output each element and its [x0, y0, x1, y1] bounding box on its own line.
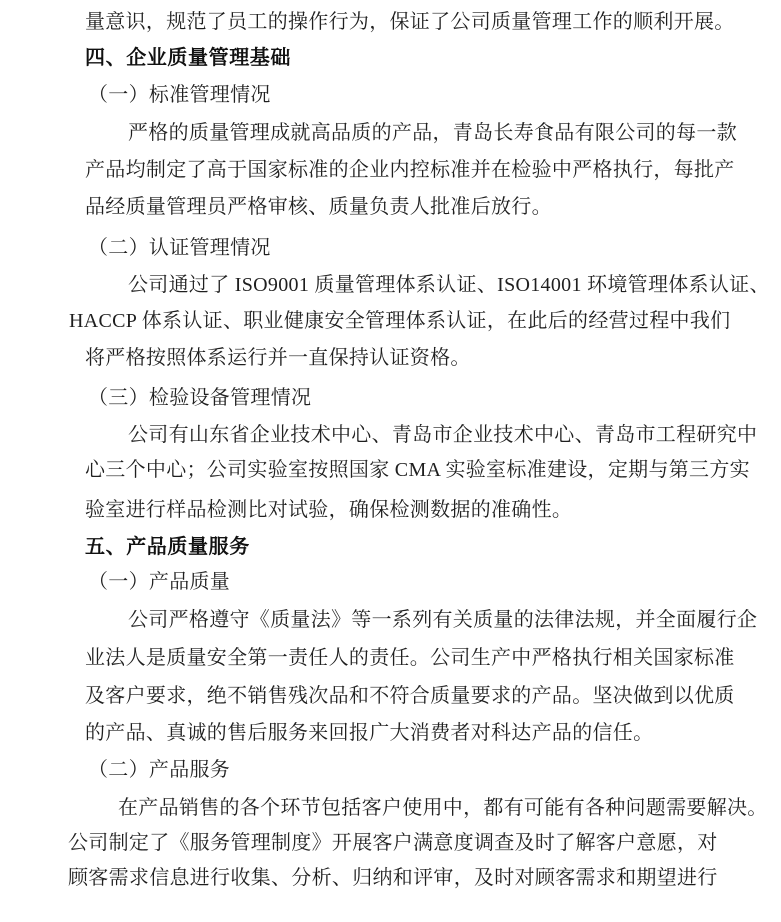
section-heading: 四、企业质量管理基础 — [85, 47, 291, 69]
text-line: 产品均制定了高于国家标准的企业内控标准并在检验中严格执行，每批产 — [85, 159, 735, 181]
text-line: 验室进行样品检测比对试验，确保检测数据的准确性。 — [85, 499, 573, 521]
text-line: 心三个中心；公司实验室按照国家 CMA 实验室标准建设，定期与第三方实 — [85, 459, 750, 481]
text-line: 及客户要求，绝不销售残次品和不符合质量要求的产品。坚决做到以优质 — [85, 685, 735, 707]
text-line: 业法人是质量安全第一责任人的责任。公司生产中严格执行相关国家标准 — [85, 647, 735, 669]
text-line: （二）认证管理情况 — [88, 237, 271, 259]
text-line: （一）产品质量 — [88, 571, 231, 593]
text-line: HACCP 体系认证、职业健康安全管理体系认证，在此后的经营过程中我们 — [69, 310, 731, 332]
section-heading: 五、产品质量服务 — [85, 536, 250, 558]
text-line: （三）检验设备管理情况 — [88, 387, 312, 409]
text-line: 严格的质量管理成就高品质的产品，青岛长寿食品有限公司的每一款 — [128, 122, 737, 144]
text-line: （二）产品服务 — [88, 759, 231, 781]
text-line: 将严格按照体系运行并一直保持认证资格。 — [85, 347, 471, 369]
text-line: 的产品、真诚的售后服务来回报广大消费者对科达产品的信任。 — [85, 722, 654, 744]
text-line: 公司严格遵守《质量法》等一系列有关质量的法律法规，并全面履行企 — [128, 609, 758, 631]
text-line: 在产品销售的各个环节包括客户使用中，都有可能有各种问题需要解决。 — [118, 797, 768, 819]
text-line: 量意识，规范了员工的操作行为，保证了公司质量管理工作的顺利开展。 — [85, 11, 735, 33]
text-line: 顾客需求信息进行收集、分析、归纳和评审，及时对顾客需求和期望进行 — [68, 867, 718, 889]
text-line: 公司有山东省企业技术中心、青岛市企业技术中心、青岛市工程研究中 — [128, 424, 758, 446]
text-line: 公司制定了《服务管理制度》开展客户满意度调查及时了解客户意愿，对 — [68, 832, 718, 854]
text-line: （一）标准管理情况 — [88, 84, 271, 106]
text-line: 公司通过了 ISO9001 质量管理体系认证、ISO14001 环境管理体系认证、 — [128, 274, 770, 296]
text-line: 品经质量管理员严格审核、质量负责人批准后放行。 — [85, 196, 552, 218]
